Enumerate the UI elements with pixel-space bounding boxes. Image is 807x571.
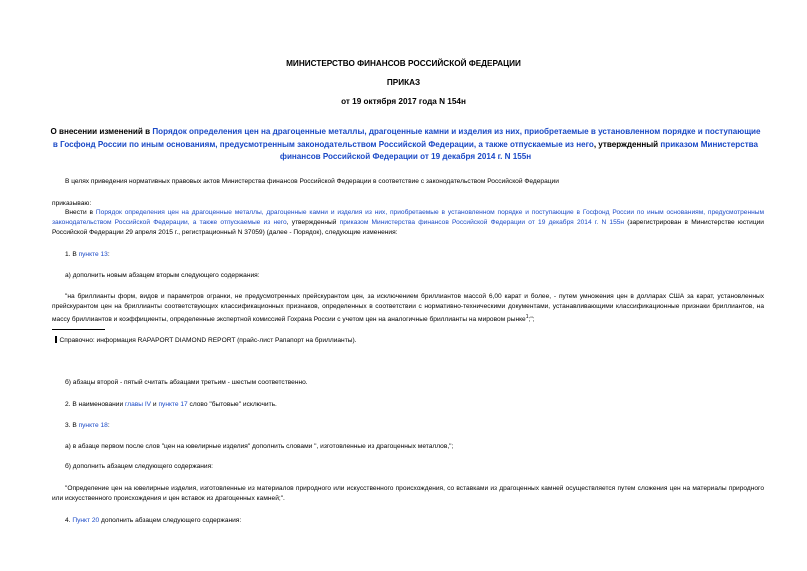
link-chapter-4[interactable]: главы IV: [125, 401, 152, 408]
date-number: от 19 октября 2017 года N 154н: [341, 97, 466, 106]
intro-paragraph: В целях приведения нормативных правовых актов Министерства финансов Российской Федерации в соответствие с законодательством Российской Федерации: [65, 178, 559, 185]
footnote-separator: [52, 329, 105, 330]
order-word: приказываю:: [52, 200, 92, 207]
ministry-heading: МИНИСТЕРСТВО ФИНАНСОВ РОССИЙСКОЙ ФЕДЕРАЦИИ: [286, 59, 521, 68]
footnote-marker: [55, 336, 57, 343]
footnote-ref[interactable]: 1: [525, 314, 529, 320]
footnote: Справочно: информация RAPAPORT DIAMOND REPORT (прайс-лист Рапапорт на бриллианты).: [55, 336, 755, 346]
title-link-procedure[interactable]: Порядок определения цен на драгоценные металлы, драгоценные камни и изделия из них, приобретаемые в установленном порядке и поступающие в Госфонд России по иным основаниям, предусмотренным законодательством Российской Федерации, а также отпускаемые из него: [52, 127, 761, 149]
link-point-20[interactable]: Пункт 20: [72, 517, 100, 524]
item-2: 2. В наименовании главы IV и пункте 17 слово "бытовые" исключить.: [65, 401, 277, 408]
quote-2: "Определение цен на ювелирные изделия, изготовленные из материалов природного или искусственного происхождения, со вставками из драгоценных камней осуществляется путем сложения цен на материалы природного или искусственного происхождения и цен вставок из драгоценных камней;".: [52, 485, 764, 502]
doc-type: ПРИКАЗ: [386, 78, 421, 87]
title-link-order[interactable]: приказом Министерства финансов Российской Федерации от 19 декабря 2014 г. N 155н: [279, 139, 759, 162]
item-3: 3. В пункте 18:: [65, 422, 110, 429]
item-1-a: а) дополнить новым абзацем вторым следующего содержания:: [65, 272, 260, 279]
link-point-13[interactable]: пункте 13: [78, 251, 108, 258]
document-title: О внесении изменений в Порядок определения цен на драгоценные металлы, драгоценные камни и изделия из них, приобретаемые в установленном порядке и поступающие в Госфонд России по иным основаниям, предусмотренным законодательством Российской Федерации, а также отпускаемые из него, утвержденный приказом Министерства финансов Российской Федерации от 19 декабря 2014 г. N 155н: [50, 127, 761, 162]
link-order-155n[interactable]: приказом Министерства финансов Российской Федерации от 19 декабря 2014 г. N 155н: [339, 219, 625, 226]
link-point-18[interactable]: пункте 18: [78, 422, 108, 429]
quote-1: "на бриллианты форм, видов и параметров огранки, не предусмотренных прейскурантом цен, за исключением бриллиантов массой 6,00 карат и более, - путем умножения цен в долларах США за карат, установленных прейскурантом цен на бриллианты соответствующих классификационных признаков, определенных в соответствии с нормативно-техническими документами, устанавливающими классификационные признаки бриллиантов, на массу бриллиантов и коэффициенты, определенные экспертной комиссией Гохрана России с учетом цен на аналогичные бриллианты на мировом рынке$^1$;";: [52, 293, 764, 324]
item-4: 4. Пункт 20 дополнить абзацем следующего содержания:: [65, 517, 242, 524]
link-point-17[interactable]: пункте 17: [158, 401, 188, 408]
link-procedure[interactable]: Порядок определения цен на драгоценные металлы, драгоценные камни и изделия из них, приобретаемые в установленном порядке и поступающие в Госфонд России по иным основаниям, предусмотренным законодательством Российской Федерации, а также отпускаемые из него: [52, 209, 765, 226]
item-1-b: б) абзацы второй - пятый считать абзацами третьим - шестым соответственно.: [65, 379, 308, 386]
item-3-b: б) дополнить абзацем следующего содержания:: [65, 463, 214, 470]
item-1: 1. В пункте 13:: [65, 251, 110, 258]
item-3-a: а) в абзаце первом после слов "цен на ювелирные изделия" дополнить словами ", изготовленные из драгоценных металлов,";: [65, 443, 454, 450]
main-paragraph: Внести в Порядок определения цен на драгоценные металлы, драгоценные камни и изделия из них, приобретаемые в установленном порядке и поступающие в Госфонд России по иным основаниям, предусмотренным законодательством Российской Федерации, а также отпускаемые из него, утвержденный приказом Министерства финансов Российской Федерации от 19 декабря 2014 г. N 155н (зарегистрирован в Министерстве юстиции Российской Федерации 29 апреля 2015 г., регистрационный N 37059) (далее - Порядок), следующие изменения:: [52, 209, 765, 236]
